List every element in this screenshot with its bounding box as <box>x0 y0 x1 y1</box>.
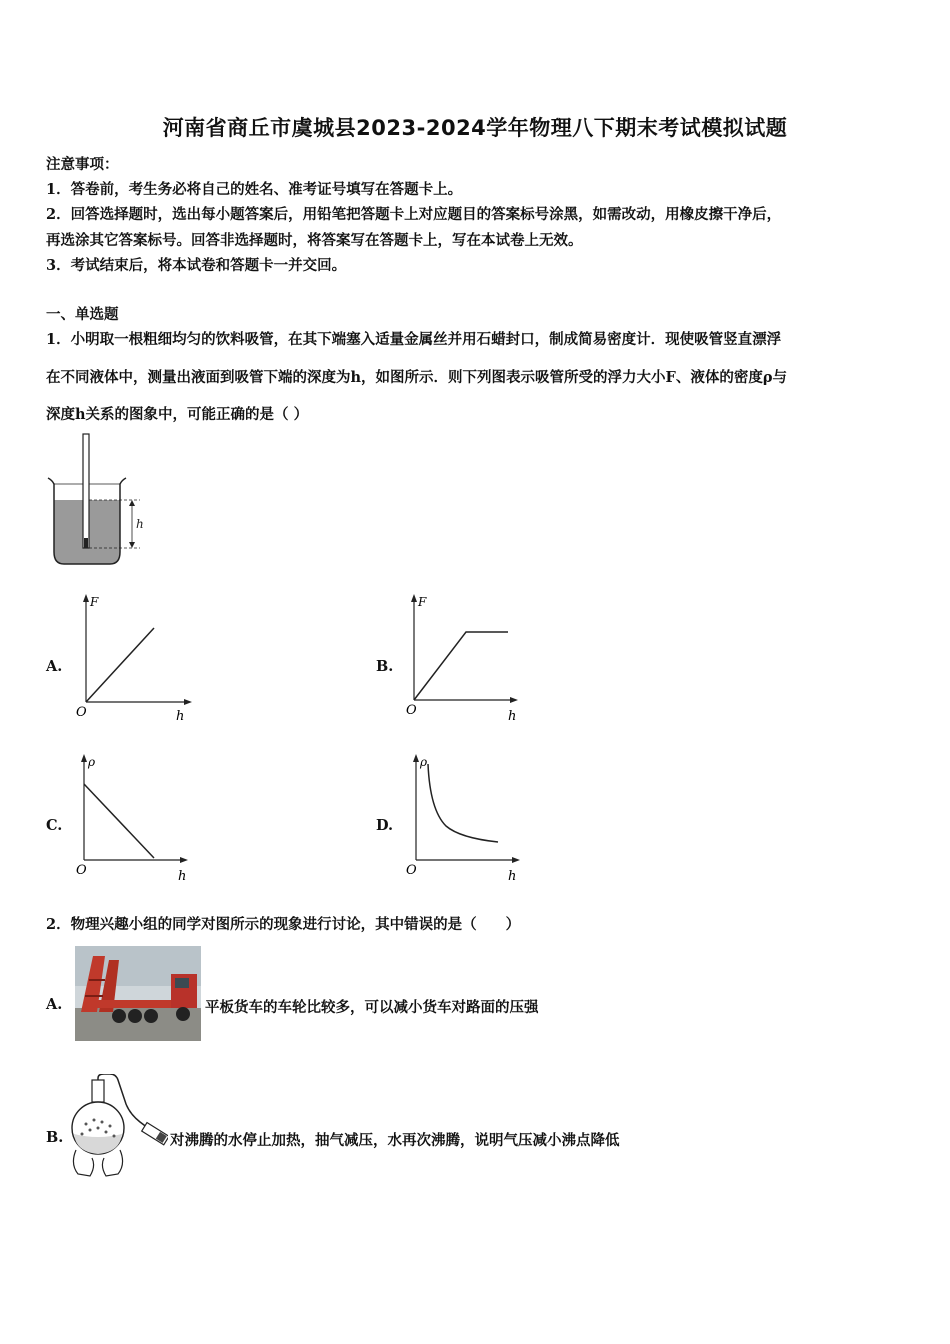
graph-a-origin: O <box>76 705 87 720</box>
flask-figure <box>70 1074 168 1180</box>
graph-b <box>398 592 528 727</box>
graph-a-curve <box>86 628 154 702</box>
graph-d-xvar: h <box>508 869 517 884</box>
graph-c-xvar: h <box>178 869 187 884</box>
graph-d <box>400 752 530 887</box>
beaker-figure <box>40 432 150 572</box>
question-1-line: 在不同液体中，测量出液面到吸管下端的深度为h，如图所示．则下列图表示吸管所受的浮力大小F、液体的密度ρ与 <box>46 369 787 386</box>
option-b-label: B. <box>376 658 394 675</box>
graph-a <box>70 592 200 727</box>
notice-item: 2．回答选择题时，选出每小题答案后，用铅笔把答题卡上对应题目的答案标号涂黑，如需改动，用橡皮擦干净后， <box>46 206 782 223</box>
graph-b-yvar: F <box>418 595 427 609</box>
graph-a-yvar: F <box>90 595 99 609</box>
option-d-label: D. <box>376 817 394 834</box>
question-1-line: 1．小明取一根粗细均匀的饮料吸管，在其下端塞入适量金属丝并用石蜡封口，制成简易密度计．现使吸管竖直漂浮 <box>46 331 782 348</box>
beaker-h-label: h <box>136 517 144 531</box>
notice-item: 再选涂其它答案标号。回答非选择题时，将答案写在答题卡上，写在本试卷上无效。 <box>46 232 583 249</box>
question-2-stem: 2．物理兴趣小组的同学对图所示的现象进行讨论，其中错误的是（ ） <box>46 916 521 933</box>
graph-b-origin: O <box>406 703 417 718</box>
graph-d-curve <box>428 764 498 842</box>
notice-heading: 注意事项： <box>46 156 119 173</box>
graph-b-xvar: h <box>508 709 517 724</box>
truck-photo <box>75 946 201 1041</box>
section-heading: 一、单选题 <box>46 306 119 323</box>
q2-option-a-label: A. <box>46 996 63 1013</box>
q2-option-b-text: 对沸腾的水停止加热，抽气减压，水再次沸腾，说明气压减小沸点降低 <box>170 1132 620 1149</box>
notice-item: 1．答卷前，考生务必将自己的姓名、准考证号填写在答题卡上。 <box>46 181 463 198</box>
graph-a-xvar: h <box>176 709 185 724</box>
graph-b-curve <box>414 632 508 700</box>
question-1-line: 深度h关系的图象中，可能正确的是（ ） <box>46 406 309 423</box>
option-a-label: A. <box>46 658 63 675</box>
page-title: 河南省商丘市虞城县2023-2024学年物理八下期末考试模拟试题 <box>162 116 788 140</box>
graph-c <box>70 752 200 887</box>
q2-option-b-label: B. <box>46 1129 64 1146</box>
graph-c-yvar: ρ <box>88 755 96 769</box>
q2-option-a-text: 平板货车的车轮比较多，可以减小货车对路面的压强 <box>205 999 539 1016</box>
straw <box>83 434 89 548</box>
graph-d-yvar: ρ <box>420 755 428 769</box>
graph-d-origin: O <box>406 863 417 878</box>
graph-c-curve <box>84 784 154 858</box>
graph-c-origin: O <box>76 863 87 878</box>
option-c-label: C. <box>46 817 63 834</box>
notice-item: 3．考试结束后，将本试卷和答题卡一并交回。 <box>46 257 347 274</box>
